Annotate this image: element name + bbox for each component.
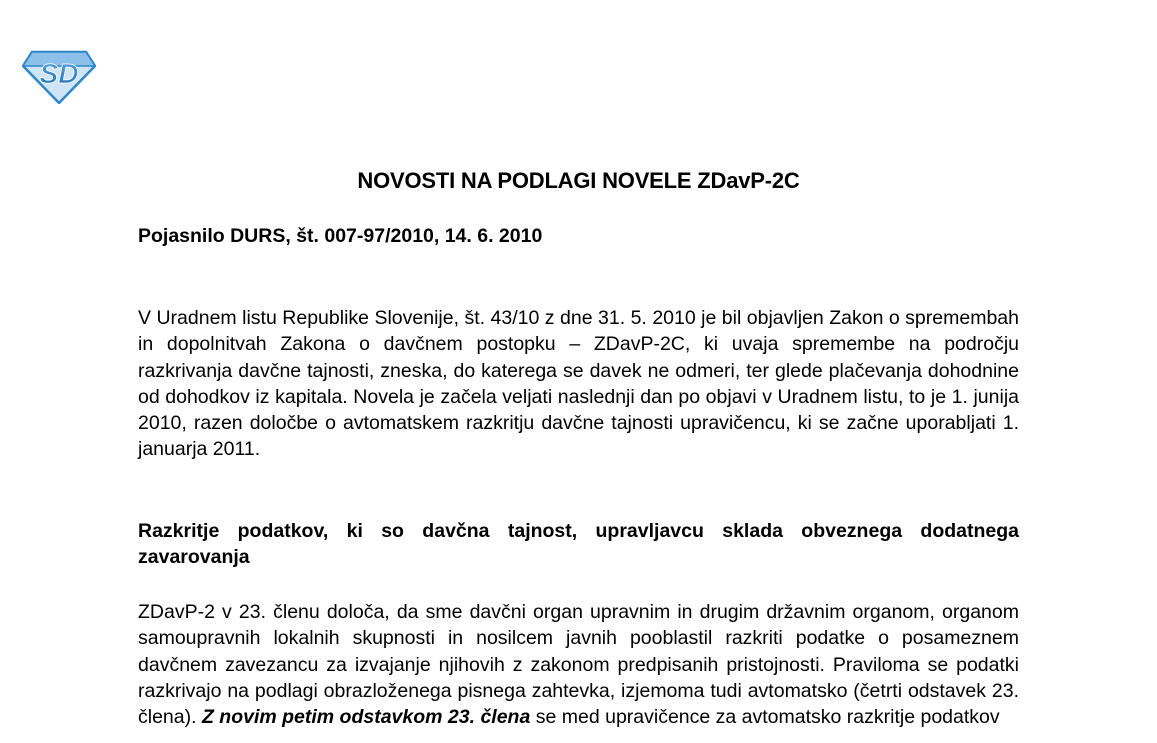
sd-diamond-logo-icon: [22, 50, 96, 104]
document-title: NOVOSTI NA PODLAGI NOVELE ZDavP-2C: [357, 168, 800, 193]
document-subtitle: Pojasnilo DURS, št. 007-97/2010, 14. 6. 2010: [138, 225, 543, 247]
body-paragraph: [138, 599, 1019, 730]
body-paragraph-emphasis: Z novim petim odstavkom 23. člena: [201, 706, 531, 729]
section-heading: Razkritje podatkov, ki so davčna tajnost, upravljavcu sklada obveznega dodatnega zavarovanja: [138, 520, 1019, 569]
body-paragraph-tail: se med upravičence za avtomatsko razkritje podatkov: [535, 706, 1000, 729]
body-paragraph-text: ZDavP-2 v 23. členu določa, da sme davčni organ upravnim in drugim državnim organom, organom samoupravnih lokalnih skupnosti in nosilcem javnih pooblastil razkriti podatke o posameznem davčnem zavezancu za izvajanje njihovih z zakonom predpisanih pristojnosti. Praviloma se podatki razkrivajo na podlagi obrazloženega pisnega zahtevka, izjemoma tudi avtomatsko (četrti odstavek 23. člena).: [138, 601, 1019, 729]
intro-paragraph: V Uradnem listu Republike Slovenije, št. 43/10 z dne 31. 5. 2010 je bil objavljen Zakon o spremembah in dopolnitvah Zakona o davčnem postopku – ZDavP-2C, ki uvaja spremembe na področju razkrivanja davčne tajnosti, zneska, do katerega se davek ne odmeri, ter glede plačevanja dohodnine od dohodkov iz kapitala. Novela je začela veljati naslednji dan po objavi v Uradnem listu, to je 1. junija 2010, razen določbe o avtomatskem razkritju davčne tajnosti upravičencu, ki se začne uporabljati 1. januarja 2011.: [138, 307, 1019, 461]
logo-text: SD: [39, 58, 79, 89]
